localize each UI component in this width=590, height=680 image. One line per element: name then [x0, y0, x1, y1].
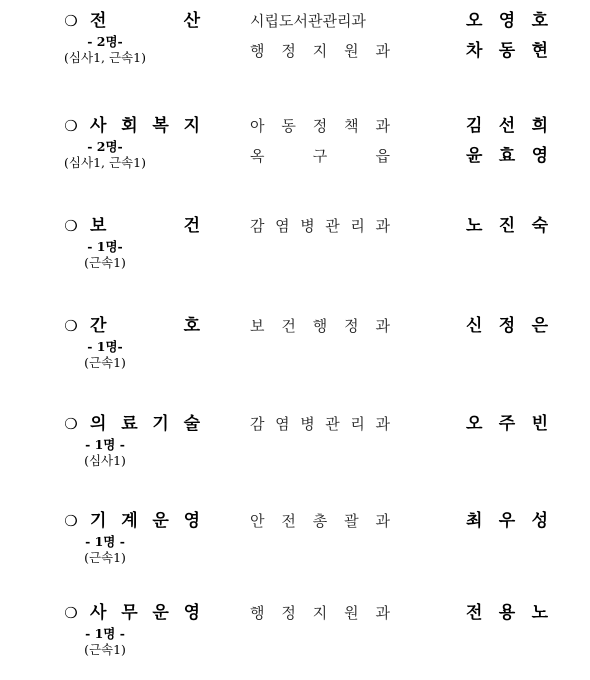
- department-char: 병: [300, 217, 315, 235]
- field-char: 간: [90, 316, 107, 336]
- circle-bullet-icon: ❍: [64, 317, 78, 335]
- department-char: 총: [312, 512, 328, 530]
- department-char: 정: [281, 604, 296, 622]
- person-name-char: 성: [531, 511, 548, 531]
- person-name-char: 최: [466, 511, 483, 531]
- field-char: 료: [121, 414, 138, 434]
- selection-note: (근속1): [84, 550, 126, 565]
- department-char: 병: [300, 415, 315, 433]
- headcount-label: - 1명 -: [85, 534, 125, 549]
- department-char: 아: [250, 117, 265, 135]
- job-field-name: [90, 8, 200, 34]
- field-char: 무: [121, 603, 138, 623]
- job-field-name: [90, 508, 200, 534]
- selection-note: (근속1): [84, 642, 126, 657]
- department-name: [250, 313, 390, 339]
- appointment-entry: [0, 213, 590, 293]
- department-char: 전: [281, 512, 296, 530]
- department-char: 읍: [375, 147, 390, 165]
- circle-bullet-icon: ❍: [64, 604, 78, 622]
- department-name: 시립도서관관리과: [250, 12, 366, 30]
- person-name-char: 희: [531, 116, 548, 136]
- person-name: [466, 600, 548, 626]
- department-char: 과: [375, 317, 390, 335]
- field-char: 회: [121, 116, 138, 136]
- department-char: 과: [375, 415, 390, 433]
- person-name-char: 호: [531, 11, 548, 31]
- department-char: 책: [344, 117, 359, 135]
- person-name-char: 오: [466, 414, 483, 434]
- person-name-char: 효: [498, 146, 516, 166]
- department-char: 과: [375, 604, 390, 622]
- appointment-entry: [0, 600, 590, 680]
- job-field-name: [90, 600, 200, 626]
- department-name: [250, 213, 390, 239]
- department-char: 지: [312, 604, 328, 622]
- department-char: 리: [350, 217, 365, 235]
- department-char: 괄: [344, 512, 359, 530]
- selection-note: (심사1): [84, 453, 126, 468]
- department-char: 행: [312, 317, 328, 335]
- person-name: [466, 38, 548, 64]
- headcount-label: - 1명-: [87, 339, 123, 354]
- headcount-label: - 1명 -: [85, 626, 125, 641]
- person-name: [466, 508, 548, 534]
- department-char: 옥: [250, 147, 265, 165]
- circle-bullet-icon: ❍: [64, 415, 78, 433]
- headcount-label: - 1명 -: [85, 437, 125, 452]
- appointment-entry: [0, 508, 590, 588]
- job-field-name: [90, 313, 200, 339]
- person-name: [466, 213, 548, 239]
- field-char: 복: [152, 116, 169, 136]
- person-name-char: 빈: [531, 414, 548, 434]
- department-name: [250, 600, 390, 626]
- field-char: 운: [152, 603, 169, 623]
- department-char: 과: [375, 42, 390, 60]
- field-char: 호: [183, 316, 200, 336]
- person-name: [466, 411, 548, 437]
- person-name-char: 윤: [466, 146, 483, 166]
- department-char: 보: [250, 317, 265, 335]
- field-char: 운: [152, 511, 169, 531]
- circle-bullet-icon: ❍: [64, 512, 78, 530]
- job-field-name: [90, 213, 200, 239]
- department-name: [250, 411, 390, 437]
- person-name: [466, 143, 548, 169]
- job-field-name: [90, 411, 200, 437]
- field-char: 보: [90, 216, 107, 236]
- field-char: 사: [90, 603, 107, 623]
- circle-bullet-icon: ❍: [64, 117, 78, 135]
- department-name: [250, 143, 390, 169]
- field-char: 의: [90, 414, 107, 434]
- circle-bullet-icon: ❍: [64, 12, 78, 30]
- headcount-label: - 1명-: [87, 239, 123, 254]
- department-char: 감: [250, 415, 265, 433]
- department-char: 정: [281, 42, 296, 60]
- field-char: 기: [152, 414, 169, 434]
- person-name-char: 우: [498, 511, 516, 531]
- department-char: 원: [344, 42, 359, 60]
- department-char: 정: [312, 117, 328, 135]
- person-name-char: 차: [466, 41, 483, 61]
- department-char: 안: [250, 512, 265, 530]
- person-name-char: 숙: [531, 216, 548, 236]
- job-field-name: [90, 113, 200, 139]
- person-name-char: 정: [498, 316, 516, 336]
- circle-bullet-icon: ❍: [64, 217, 78, 235]
- headcount-label: - 2명-: [87, 34, 123, 49]
- person-name-char: 용: [498, 603, 516, 623]
- person-name-char: 김: [466, 116, 483, 136]
- appointment-entry: [0, 113, 590, 193]
- field-char: 영: [183, 603, 200, 623]
- field-char: 사: [90, 116, 107, 136]
- person-name-char: 노: [531, 603, 548, 623]
- department-char: 구: [312, 147, 328, 165]
- person-name-char: 현: [531, 41, 548, 61]
- department-char: 과: [375, 217, 390, 235]
- field-char: 술: [183, 414, 200, 434]
- department-char: 관: [325, 415, 340, 433]
- department-char: 과: [375, 512, 390, 530]
- person-name: [466, 8, 548, 34]
- department-char: 지: [312, 42, 328, 60]
- person-name-char: 은: [531, 316, 548, 336]
- field-char: 지: [183, 116, 200, 136]
- department-char: 건: [281, 317, 296, 335]
- field-char: 기: [90, 511, 107, 531]
- department-char: 동: [281, 117, 296, 135]
- department-char: 감: [250, 217, 265, 235]
- department-char: 정: [344, 317, 359, 335]
- field-char: 전: [90, 11, 107, 31]
- department-char: 과: [375, 117, 390, 135]
- department-char: 행: [250, 604, 265, 622]
- department-char: 염: [275, 415, 290, 433]
- department-char: 리: [350, 415, 365, 433]
- person-name: [466, 113, 548, 139]
- department-name: [250, 113, 390, 139]
- appointment-entry: [0, 8, 590, 88]
- person-name-char: 신: [466, 316, 483, 336]
- person-name-char: 진: [498, 216, 516, 236]
- department-name: [250, 508, 390, 534]
- appointment-entry: [0, 313, 590, 393]
- department-char: 관: [325, 217, 340, 235]
- person-name-char: 주: [498, 414, 516, 434]
- field-char: 영: [183, 511, 200, 531]
- person-name: [466, 313, 548, 339]
- selection-note: (심사1, 근속1): [64, 50, 146, 65]
- selection-note: (근속1): [84, 355, 126, 370]
- department-char: 염: [275, 217, 290, 235]
- person-name-char: 오: [466, 11, 483, 31]
- field-char: 계: [121, 511, 138, 531]
- selection-note: (근속1): [84, 255, 126, 270]
- person-name-char: 동: [498, 41, 516, 61]
- appointment-entry: [0, 411, 590, 491]
- department-char: 행: [250, 42, 265, 60]
- person-name-char: 영: [531, 146, 548, 166]
- field-char: 건: [183, 216, 200, 236]
- person-name-char: 선: [498, 116, 516, 136]
- selection-note: (심사1, 근속1): [64, 155, 146, 170]
- headcount-label: - 2명-: [87, 139, 123, 154]
- person-name-char: 영: [498, 11, 516, 31]
- person-name-char: 전: [466, 603, 483, 623]
- department-name: [250, 38, 390, 64]
- field-char: 산: [183, 11, 200, 31]
- department-char: 원: [344, 604, 359, 622]
- person-name-char: 노: [466, 216, 483, 236]
